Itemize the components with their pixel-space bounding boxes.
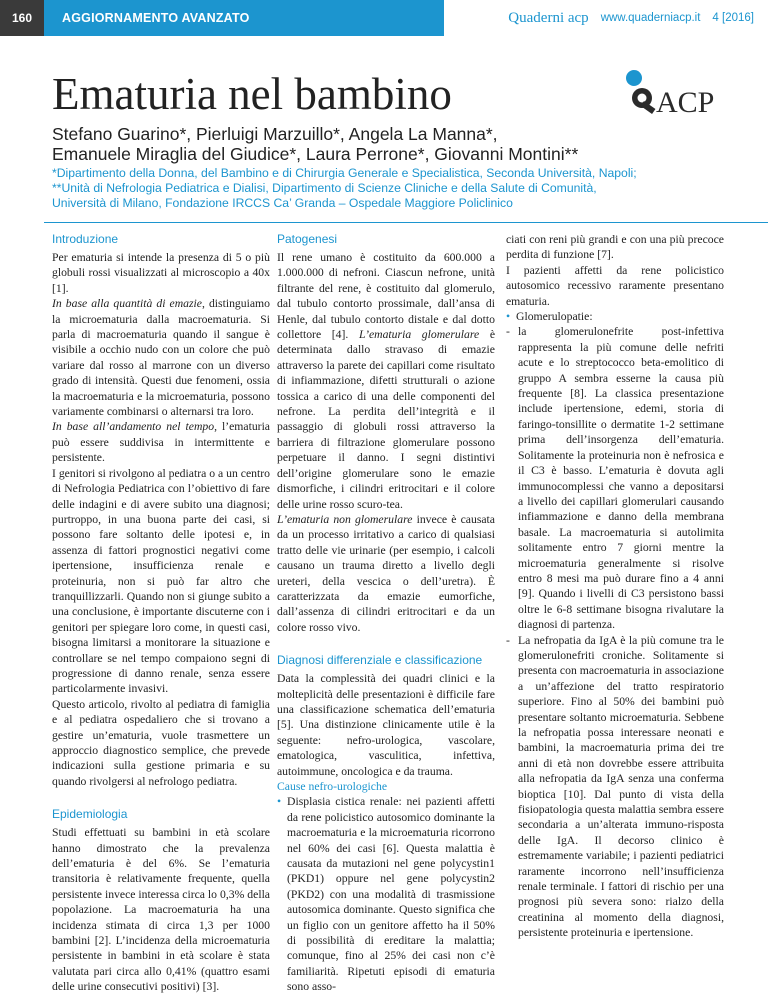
author-list: [52, 124, 752, 164]
emphasis: L’ematuria non glomerulare: [277, 512, 413, 526]
section-heading-introduzione: Introduzione: [52, 232, 119, 246]
paragraph: Data la complessità dei quadri clinici e la molteplicità delle presentazioni è difficile fare una classificazione schematica dell’ematuria [5]. Una distinzione clinicamente utile è la seguente: nefro-urologica, vascolare, ematologica, vasculitica, infettiva, autoimmune, oncologica e da trauma.: [277, 672, 495, 778]
paragraph: Studi effettuati su bambini in età scolare hanno dimostrato che la prevalenza dell’ematuria è del 6%. Se l’ematuria transitoria è relativamente frequente, quella persistente invece interessa circa lo 0,3% della popolazione. La macroematuria ha una incidenza stimata di circa 1,3 per 1000 bambini [2]. L’incidenza della microematuria persistente in bambini in età scolare è stata valutata pari circa allo 0,41% (quattro esami delle urine consecutivi positivi) [3].: [52, 826, 270, 994]
authors-line-2: Emanuele Miraglia del Giudice*, Laura Perrone*, Giovanni Montini**: [52, 144, 579, 164]
dash-text: La nefropatia da IgA è la più comune tra le glomerulonefriti croniche. Solitamente si presenta con macroematuria in associazione a un’affezione del tratto respiratorio superiore. Fino al 50% dei bambini può presentare soltanto microematuria. Sebbene la nefropatia possa interessare neonati e bambini, la macroematuria prima dei tre anni di età non dovrebbe essere attribuita alla nefropatia da IgA senza una conferma bioptica [10]. Dal punto di vista della fisiopatologia questa malattia sembra essere secondaria a un’alterata immuno-risposta delle IgA. Il decorso clinico è estremamente variabile; i pazienti pediatrici raramente incorrono nell’insufficienza renale terminale. I fattori di rischio per una prognosi più severa sono: rialzo della creatinina al momento della diagnosi, persistente proteinuria e ipertensione.: [518, 633, 724, 940]
bullet-text: Displasia cistica renale: nei pazienti affetti da rene policistico autosomico dominante la macroematuria e la microematuria ricorrono nel 60% dei casi [6]. Questa malattia è causata da mutazioni nel gene polycystin1 (PKD1) oppure nel gene polycystin2 (PKD2) con una modalità di trasmissione autosomica dominante. Questo significa che un figlio con un genitore affetto ha il 50% di possibilità di ereditare la malattia; comunque, fino al 25% dei casi non c’è familiarità. Ripetuti episodi di ematuria sono asso-: [287, 795, 495, 994]
issue-label: 4 [2016]: [712, 12, 754, 24]
column-3: [506, 232, 724, 941]
section-label: AGGIORNAMENTO AVANZATO: [44, 0, 444, 36]
paragraph: I pazienti affetti da rene policistico autosomico recessivo raramente presentano ematuria.: [506, 263, 724, 308]
paragraph: ciati con reni più grandi e con una più precoce perdita di funzione [7].: [506, 233, 724, 262]
affiliations: [52, 166, 752, 211]
acp-logo: [616, 68, 736, 120]
affiliation-line: **Unità di Nefrologia Pediatrica e Dialisi, Dipartimento di Scienze Cliniche e della Salute di Comunità,: [52, 181, 597, 195]
acp-logo-icon: [616, 68, 736, 120]
paragraph: [277, 512, 495, 635]
paragraph: Per ematuria si intende la presenza di 5 o più globuli rossi visualizzati al microscopio a 40x [1].: [52, 251, 270, 295]
page-number: 160: [0, 0, 44, 36]
journal-info: [508, 0, 754, 36]
header-divider: [44, 222, 768, 223]
subheading-cause-nefro-urologiche: Cause nefro-urologiche: [277, 780, 388, 793]
paragraph-text: Il rene umano è costituito da 600.000 a 1.000.000 di nefroni. Ciascun nefrone, unità filtrante del rene, è costituito dal glomerulo, dal tubulo contorto prossimale, dall’ansa di Henle, dal tubulo contorto distale e dal dotto collettore [4].: [277, 251, 495, 342]
paragraph-text: è determinata dallo stravaso di emazie attraverso la parete dei capillari come risultato di infiammazione, difetti strutturali o azione tossica a carico di una delle componenti del nefrone. La perdita dell’integrità e il passaggio di globuli rossi attraverso la barriera di filtrazione glomerulare possono perpetuare il danno. I segni distintivi dell’origine glomerulare sono le emazie dismorfiche, i cilindri eritrocitari e il colore delle urine rosso scuro-tea.: [277, 328, 496, 511]
emphasis: In base all’andamento nel tempo: [52, 420, 215, 434]
authors-line-1: Stefano Guarino*, Pierluigi Marzuillo*, Angela La Manna*,: [52, 124, 498, 144]
journal-name: Quaderni acp: [508, 9, 589, 26]
bullet-item: [506, 309, 724, 324]
column-2: [277, 232, 495, 995]
page-header: [0, 0, 768, 36]
paragraph: Questo articolo, rivolto al pediatra di famiglia e al pediatra ospedaliero che si trovano a gestire un’ematuria, vuole trasmettere un approccio diagnostico semplice, che prevede indicazioni sulla gestione primaria e su quando rivolgersi al nefrologo pediatra.: [52, 697, 270, 788]
journal-site[interactable]: www.quaderniacp.it: [600, 12, 701, 24]
bullet-marker: •: [506, 310, 511, 324]
affiliation-line: *Dipartimento della Donna, del Bambino e di Chirurgia Generale e Specialistica, Seconda Università, Napoli;: [52, 166, 637, 180]
logo-text: ACP: [656, 86, 715, 119]
bullet-item: [277, 794, 495, 994]
paragraph: [277, 250, 495, 512]
paragraph-text: , l’ematuria può essere suddivisa in intermittente e persistente.: [52, 420, 270, 465]
bullet-marker: •: [277, 795, 282, 809]
dash-marker: -: [506, 325, 510, 339]
paragraph: [52, 419, 270, 465]
dash-item: [506, 633, 724, 941]
affiliation-line: Università di Milano, Fondazione IRCCS Ca’ Granda – Ospedale Maggiore Policlinico: [52, 196, 513, 210]
section-heading-patogenesi: Patogenesi: [277, 232, 338, 246]
dash-item: [506, 324, 724, 632]
column-1: [52, 232, 270, 995]
paragraph: [52, 296, 270, 419]
emphasis: In base alla quantità di emazie: [52, 297, 202, 311]
article-title: Ematuria nel bambino: [52, 69, 452, 119]
dash-text: la glomerulonefrite post-infettiva rappresenta la più comune delle nefriti acute e lo streptococco beta-emolitico di gruppo A sembra esserne la causa più frequente [8]. La classica presentazione include ipertensione, edemi, storia di faringo-tonsillite o dermatite 1-2 settimane prima dell’insorgenza dell’ematuria. Solitamente la proteinuria non è nefrosica e il C3 è basso. L’ematuria è dovuta agli immunocomplessi che vanno a depositarsi a livello dei capillari glomerulari causando infiammazione e danno della membrana basale. La macroematuria si autolimita solitamente entro 7 giorni mentre la microematuria generalmente si risolve entro 8 mesi ma può durare fino a 4 anni [9]. Quando i livelli di C3 persistono bassi oltre le 6-8 settimane bisogna rivalutare la diagnosi di partenza.: [518, 325, 724, 632]
paragraph: I genitori si rivolgono al pediatra o a un centro di Nefrologia Pediatrica con l’obiettivo di fare delle indagini e di avere subito una diagnosi; purtroppo, in una buona parte dei casi, si possono fare soltanto delle ipotesi e, in assenza di fattori prognostici negativi come ipertensione, insufficienza renale e proteinuria, non si può far altro che tranquillizzarli. Quando non si giunge subito a una conclusione, è importante discuterne con i genitori per spiegare loro come, in questi casi, bisogna limitarsi a monitorare la situazione e controllare se nel tempo compaiono segni di progressione di danno renale, senza essere particolarmente invasivi.: [52, 466, 270, 696]
dash-marker: -: [506, 633, 510, 647]
section-heading-diagnosi: Diagnosi differenziale e classificazione: [277, 653, 483, 668]
bullet-text: Glomerulopatie:: [516, 310, 593, 324]
section-heading-epidemiologia: Epidemiologia: [52, 807, 128, 822]
paragraph-text: invece è causata da un processo irritativo a carico di qualsiasi tratto delle vie urinarie (per esempio, i calcoli causano un trauma diretto a livello degli ureteri, della vescica o dell’uretra). È caratterizzata da emazie eumorfiche, dall’assenza di cilindri eritrocitari e da un colore rosso vivo.: [277, 512, 495, 634]
paragraph-text: , distinguiamo la microematuria dalla macroematuria. Si parla di macroematuria quando il sangue è visibile a occhio nudo con un colore che può variare dal rosso al marrone con un diverso grado di intensità. Questi due fenomeni, ossia la macroematuria e la microematuria, possono variamente combinarsi o alternarsi tra loro.: [52, 297, 270, 419]
emphasis: L’ematuria glomerulare: [359, 328, 480, 342]
